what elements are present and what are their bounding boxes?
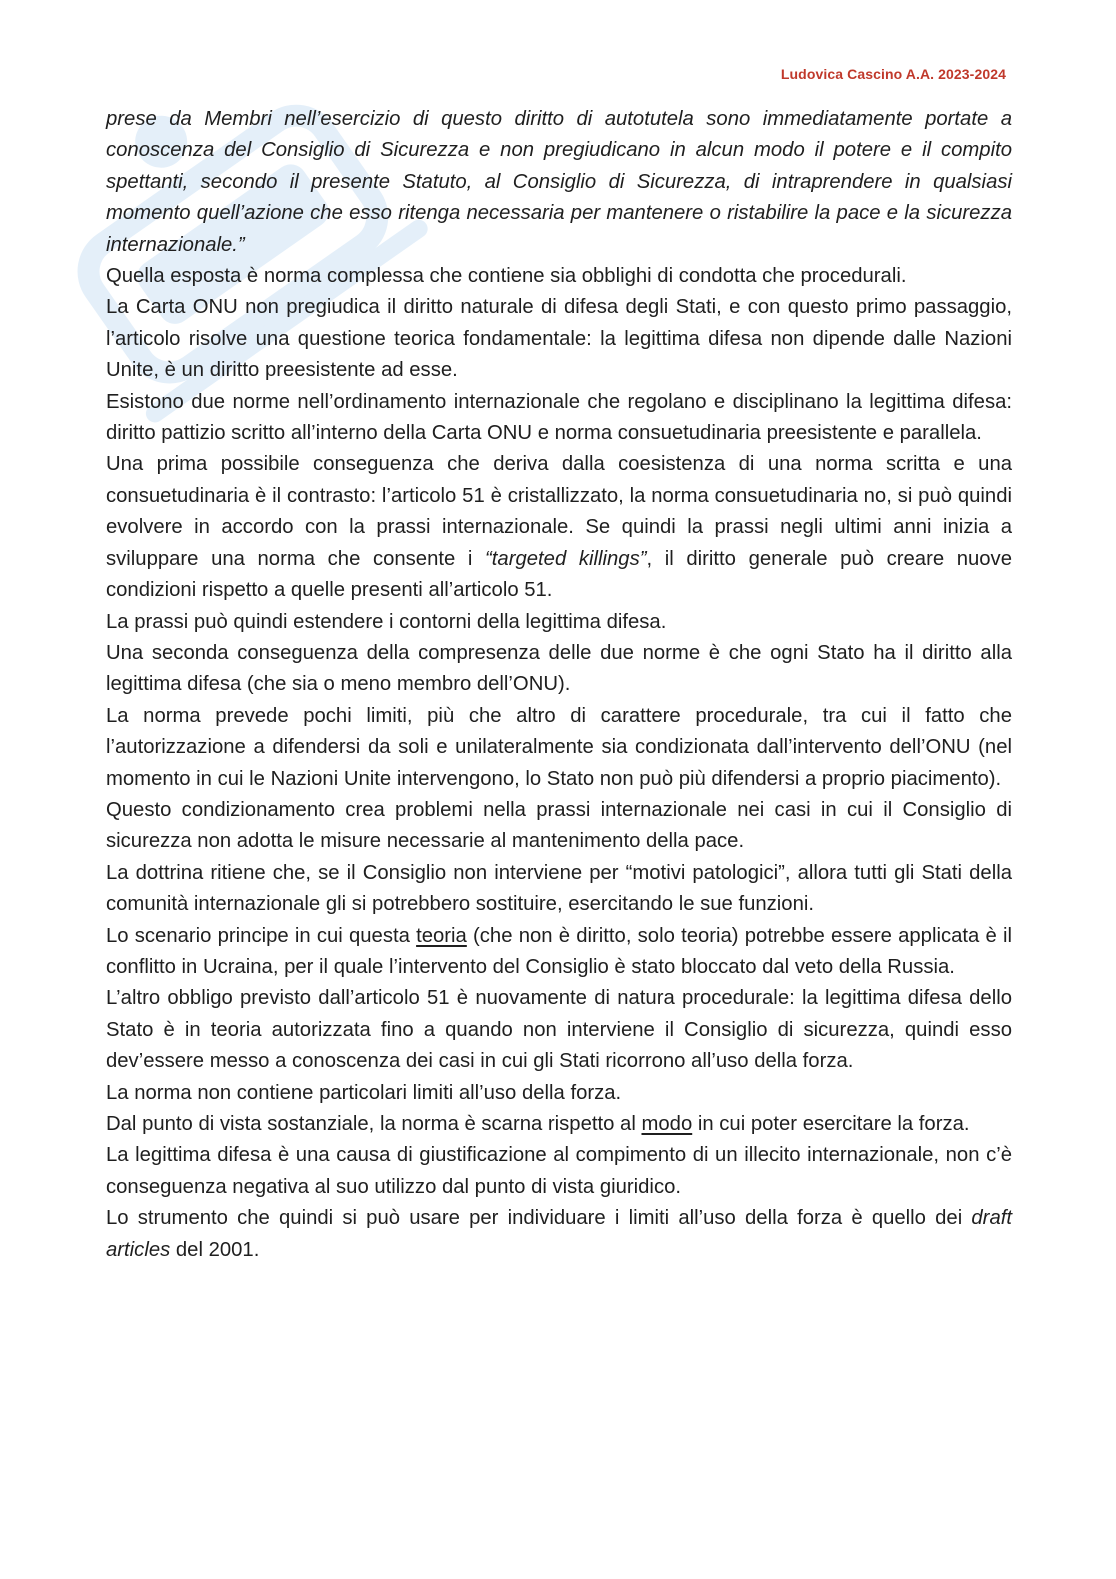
paragraph xyxy=(106,921,1012,984)
paragraph-text: Dal punto di vista sostanziale, la norma è scarna rispetto al xyxy=(106,1113,642,1135)
paragraph: La prassi può quindi estendere i contorni della legittima difesa. xyxy=(106,610,667,633)
paragraph: La norma non contiene particolari limiti all’uso della forza. xyxy=(106,1081,622,1104)
underlined-teoria: teoria xyxy=(416,924,467,947)
emphasis-draft-articles: draft articles xyxy=(106,1207,1012,1261)
paragraph-text: Lo scenario principe in cui questa xyxy=(106,924,417,947)
paragraph: Questo condizionamento crea problemi nella prassi internazionale nei casi in cui il Consiglio di sicurezza non adotta le misure necessarie al mantenimento della pace. xyxy=(106,798,1012,853)
paragraph: La Carta ONU non pregiudica il diritto naturale di difesa degli Stati, e con questo primo passaggio, l’articolo risolve una questione teorica fondamentale: la legittima difesa non dipende dalle Nazioni Unite, è un diritto preesistente ad esse. xyxy=(106,296,1012,382)
paragraph-text: del 2001. xyxy=(170,1238,260,1261)
quote-paragraph: prese da Membri nell’esercizio di questo diritto di autotutela sono immediatamente portate a conoscenza del Consiglio di Sicurezza e non pregiudicano in alcun modo il potere e il compito spettanti, secondo il presente Statuto, al Consiglio di Sicurezza, di intraprendere in qualsiasi momento quell’azione che esso ritenga necessaria per mantenere o ristabilire la pace e la sicurezza internazionale.” xyxy=(106,108,1012,256)
underlined-modo: modo xyxy=(641,1113,693,1135)
document-body xyxy=(106,104,1012,1266)
paragraph: La norma prevede pochi limiti, più che altro di carattere procedurale, tra cui il fatto che l’autorizzazione a difendersi da soli e unilateralmente sia condizionata dall’intervento dell’ONU (nel momento in cui le Nazioni Unite intervengono, lo Stato non può più difendersi a proprio piacimento). xyxy=(106,704,1012,790)
emphasis-targeted-killings: “targeted killings” xyxy=(485,547,647,570)
paragraph xyxy=(106,449,1012,606)
paragraph: La dottrina ritiene che, se il Consiglio non interviene per “motivi patologici”, allora tutti gli Stati della comunità internazionale gli si potrebbero sostituire, esercitando le sue funzioni. xyxy=(106,861,1012,916)
paragraph-text: Lo strumento che quindi si può usare per individuare i limiti all’uso della forza è quello dei xyxy=(106,1207,972,1230)
paragraph-text: in cui poter esercitare la forza. xyxy=(692,1113,970,1135)
paragraph: L’altro obbligo previsto dall’articolo 51 è nuovamente di natura procedurale: la legittima difesa dello Stato è in teoria autorizzata fino a quando non interviene il Consiglio di sicurezza, quindi esso dev’essere messo a conoscenza dei casi in cui gli Stati ricorrono all’uso della forza. xyxy=(106,987,1012,1073)
paragraph-text: (che non è diritto, solo teoria) potrebbe essere applicata è il conflitto in Ucraina, per il quale l’intervento del Consiglio è stato bloccato dal veto della Russia. xyxy=(106,924,1013,978)
paragraph: Quella esposta è norma complessa che contiene sia obblighi di condotta che procedurali. xyxy=(106,265,907,288)
paragraph: Una seconda conseguenza della compresenza delle due norme è che ogni Stato ha il diritto alla legittima difesa (che sia o meno membro dell’ONU). xyxy=(106,641,1012,696)
paragraph: Esistono due norme nell’ordinamento internazionale che regolano e disciplinano la legittima difesa: diritto pattizio scritto all’interno della Carta ONU e norma consuetudinaria preesistente e parallela. xyxy=(106,390,1012,445)
author-header: Ludovica Cascino A.A. 2023-2024 xyxy=(780,66,1006,82)
paragraph: La legittima difesa è una causa di giustificazione al compimento di un illecito internazionale, non c’è conseguenza negativa al suo utilizzo dal punto di vista giuridico. xyxy=(106,1144,1012,1198)
paragraph-text: , il diritto generale può creare nuove condizioni rispetto a quelle presenti all’articolo 51. xyxy=(106,547,1012,602)
paragraph-text: Una prima possibile conseguenza che deriva dalla coesistenza di una norma scritta e una consuetudinaria è il contrasto: l’articolo 51 è cristallizzato, la norma consuetudinaria no, si può quindi evolvere in accordo con la prassi internazionale. Se quindi la prassi negli ultimi anni inizia a sviluppare una norma che consente i xyxy=(106,453,1012,570)
paragraph xyxy=(106,1109,1012,1140)
paragraph xyxy=(106,1203,1012,1266)
